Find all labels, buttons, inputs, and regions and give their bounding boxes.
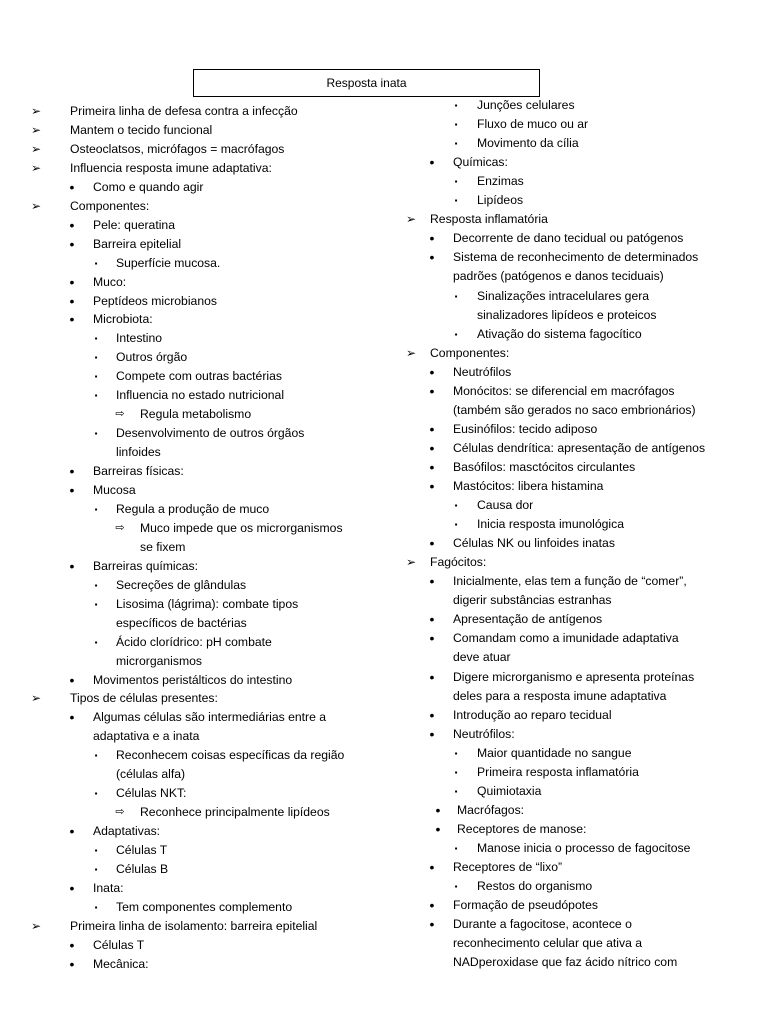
dot-bullet-icon: • [429, 725, 435, 742]
dot-bullet-icon: • [429, 478, 435, 494]
dot-bullet-icon: • [69, 482, 75, 498]
list-item: Receptores de “lixo” [453, 860, 563, 874]
list-item: deve atuar [453, 650, 511, 665]
hollow-arrow-bullet-icon: ⇨ [115, 806, 125, 819]
arrow-bullet-icon: ➢ [405, 555, 417, 570]
dot-bullet-icon: • [69, 178, 75, 195]
list-item: padrões (patógenos e danos teciduais) [453, 269, 664, 284]
dot-bullet-icon: • [429, 249, 435, 266]
list-item: Primeira linha de isolamento: barreira epitelial [70, 918, 318, 933]
list-item: Decorrente de dano tecidual ou patógenos [453, 231, 684, 246]
list-item: Durante a fagocitose, acontece o [453, 917, 632, 932]
square-bullet-icon: ▪ [94, 902, 98, 912]
square-bullet-icon: ▪ [454, 291, 458, 301]
list-item: Resposta inflamatória [430, 212, 548, 227]
dot-bullet-icon: • [429, 382, 435, 399]
arrow-bullet-icon: ➢ [30, 918, 42, 933]
square-bullet-icon: ▪ [94, 372, 98, 382]
square-bullet-icon: ▪ [454, 786, 458, 796]
list-item: Barreira epitelial [93, 236, 182, 251]
square-bullet-icon: ▪ [454, 767, 458, 777]
square-bullet-icon: ▪ [454, 501, 458, 511]
square-bullet-icon: ▪ [454, 882, 458, 892]
arrow-bullet-icon: ➢ [30, 122, 42, 137]
square-bullet-icon: ▪ [454, 843, 458, 853]
square-bullet-icon: ▪ [454, 139, 458, 149]
dot-bullet-icon: • [69, 273, 75, 290]
list-item: Junções celulares [477, 98, 575, 112]
list-item: Inata: [93, 880, 124, 895]
dot-bullet-icon: • [429, 611, 435, 628]
list-item: Secreções de glândulas [116, 577, 247, 592]
arrow-bullet-icon: ➢ [405, 345, 417, 360]
list-item: Sinalizações intracelulares gera [477, 288, 650, 303]
list-item: Mucosa [93, 483, 136, 497]
hollow-arrow-bullet-icon: ⇨ [115, 408, 125, 421]
list-item: Superfície mucosa. [116, 255, 221, 270]
list-item: Digere microrganismo e apresenta proteínas [453, 669, 695, 684]
list-item: Tipos de células presentes: [70, 691, 218, 706]
list-item: digerir substâncias estranhas [453, 593, 612, 608]
square-bullet-icon: ▪ [94, 637, 98, 647]
dot-bullet-icon: • [69, 879, 75, 896]
dot-bullet-icon: • [69, 557, 75, 574]
list-item: Compete com outras bactérias [116, 369, 282, 384]
square-bullet-icon: ▪ [94, 504, 98, 514]
square-bullet-icon: ▪ [94, 846, 98, 856]
list-item: Primeira linha de defesa contra a infecção [70, 104, 298, 118]
list-item: Influencia no estado nutricional [116, 388, 285, 403]
list-item: Ácido clorídrico: pH combate [116, 634, 272, 649]
square-bullet-icon: ▪ [94, 865, 98, 874]
list-item: (também são gerados no saco embrionários) [453, 402, 696, 417]
list-item: Influencia resposta imune adaptativa: [70, 160, 272, 175]
dot-bullet-icon: • [69, 709, 75, 726]
list-item: Lisosima (lágrima): combate tipos [116, 596, 299, 611]
list-item: Peptídeos microbianos [93, 293, 217, 308]
list-item: Células T [116, 843, 168, 858]
list-item: Adaptativas: [93, 824, 161, 839]
list-item: Microbiota: [93, 312, 153, 327]
list-item: Receptores de manose: [457, 821, 587, 836]
list-item: Como e quando agir [93, 179, 204, 194]
list-item: reconhecimento celular que ativa a [453, 936, 643, 951]
dot-bullet-icon: • [69, 955, 75, 972]
square-bullet-icon: ▪ [94, 353, 98, 363]
list-item: Células T [93, 937, 145, 952]
square-bullet-icon: ▪ [94, 391, 98, 401]
list-item: Sistema de reconhecimento de determinados [453, 250, 699, 265]
arrow-bullet-icon: ➢ [30, 691, 42, 706]
square-bullet-icon: ▪ [94, 580, 98, 590]
list-item: Reconhece principalmente lipídeos [140, 805, 330, 820]
dot-bullet-icon: • [69, 311, 75, 328]
list-item: Enzimas [477, 174, 524, 189]
dot-bullet-icon: • [429, 897, 435, 914]
square-bullet-icon: ▪ [94, 429, 98, 439]
list-item: Inicia resposta imunológica [477, 517, 625, 532]
list-item: Neutrófilos [453, 364, 512, 379]
dot-bullet-icon: • [69, 292, 75, 309]
list-item: Quimiotaxia [477, 783, 542, 798]
list-item: Algumas células são intermediárias entre a [93, 710, 327, 725]
list-item: sinalizadores lipídeos e proteicos [477, 307, 657, 322]
list-item: Barreiras químicas: [93, 558, 198, 573]
list-item: Restos do organismo [477, 879, 593, 894]
list-item: Mecânica: [93, 956, 149, 971]
list-item: Formação de pseudópotes [453, 898, 598, 913]
list-item: Fluxo de muco ou ar [477, 117, 589, 132]
list-item: Basófilos: masctócitos circulantes [453, 459, 636, 474]
hollow-arrow-bullet-icon: ⇨ [115, 521, 125, 534]
list-item: se fixem [140, 539, 186, 554]
list-item: adaptativa e a inata [93, 729, 200, 744]
arrow-bullet-icon: ➢ [30, 141, 42, 156]
list-item: Componentes: [70, 198, 150, 213]
list-item: Macrófagos: [457, 802, 525, 817]
square-bullet-icon: ▪ [454, 329, 458, 339]
list-item: Introdução ao reparo tecidual [453, 707, 612, 722]
square-bullet-icon: ▪ [94, 599, 98, 609]
square-bullet-icon: ▪ [454, 748, 458, 758]
list-item: Outros órgão [116, 350, 188, 365]
list-item: Intestino [116, 331, 163, 346]
list-item: Inicialmente, elas tem a função de “comer”, [453, 574, 687, 589]
list-item: Lipídeos [477, 193, 524, 208]
arrow-bullet-icon: ➢ [30, 104, 42, 118]
list-item: Manose inicia o processo de fagocitose [477, 840, 691, 855]
arrow-bullet-icon: ➢ [30, 160, 42, 175]
list-item: Movimentos peristálticos do intestino [93, 672, 293, 687]
list-item: Movimento da cília [477, 136, 579, 151]
square-bullet-icon: ▪ [454, 196, 458, 206]
arrow-bullet-icon: ➢ [30, 198, 42, 213]
list-item: Maior quantidade no sangue [477, 745, 632, 760]
list-item: linfoides [116, 445, 161, 460]
square-bullet-icon: ▪ [454, 520, 458, 530]
list-item: Causa dor [477, 498, 534, 513]
list-item: Desenvolvimento de outros órgãos [116, 426, 305, 441]
square-bullet-icon: ▪ [454, 177, 458, 187]
dot-bullet-icon: • [69, 823, 75, 840]
dot-bullet-icon: • [429, 154, 435, 171]
square-bullet-icon: ▪ [94, 258, 98, 268]
square-bullet-icon: ▪ [454, 101, 458, 110]
list-item: Barreiras físicas: [93, 464, 184, 479]
list-item: Tem componentes complemento [116, 899, 293, 914]
dot-bullet-icon: • [429, 420, 435, 437]
dot-bullet-icon: • [69, 463, 75, 480]
list-item: Regula a produção de muco [116, 501, 270, 516]
list-item: Pele: queratina [93, 217, 175, 232]
dot-bullet-icon: • [69, 936, 75, 953]
arrow-bullet-icon: ➢ [405, 212, 417, 227]
page-title-text: Resposta inata [326, 76, 407, 90]
dot-bullet-icon: • [429, 706, 435, 723]
dot-bullet-icon: • [69, 216, 75, 233]
list-item: (células alfa) [116, 767, 186, 782]
list-item: Monócitos: se diferencial em macrófagos [453, 383, 675, 398]
list-item: Células B [116, 862, 169, 876]
list-item: Ativação do sistema fagocítico [477, 326, 642, 341]
dot-bullet-icon: • [435, 820, 441, 837]
dot-bullet-icon: • [429, 363, 435, 380]
list-item: Muco impede que os microrganismos [140, 520, 343, 535]
list-item: Células NKT: [116, 786, 187, 801]
list-item: Comandam como a imunidade adaptativa [453, 631, 679, 646]
list-item: Mastócitos: libera histamina [453, 479, 604, 493]
list-item: Componentes: [430, 345, 510, 360]
dot-bullet-icon: • [429, 859, 435, 875]
list-item: Células dendrítica: apresentação de antígenos [453, 440, 706, 455]
list-item: deles para a resposta imune adaptativa [453, 688, 667, 703]
square-bullet-icon: ▪ [94, 789, 98, 799]
square-bullet-icon: ▪ [94, 751, 98, 761]
list-item: específicos de bactérias [116, 615, 247, 630]
list-item: Apresentação de antígenos [453, 612, 603, 627]
dot-bullet-icon: • [429, 458, 435, 475]
list-item: NADperoxidase que faz ácido nítrico com [453, 955, 678, 970]
dot-bullet-icon: • [429, 230, 435, 247]
list-item: Químicas: [453, 155, 508, 170]
list-item: Mantem o tecido funcional [70, 122, 213, 137]
dot-bullet-icon: • [435, 801, 441, 818]
dot-bullet-icon: • [429, 668, 435, 685]
list-item: Primeira resposta inflamatória [477, 764, 639, 779]
dot-bullet-icon: • [429, 439, 435, 456]
list-item: Fagócitos: [430, 555, 487, 570]
dot-bullet-icon: • [429, 535, 435, 552]
square-bullet-icon: ▪ [94, 334, 98, 344]
dot-bullet-icon: • [429, 916, 435, 933]
dot-bullet-icon: • [69, 671, 75, 688]
list-item: Eusinófilos: tecido adiposo [453, 421, 598, 436]
list-item: Reconhecem coisas específicas da região [116, 748, 345, 763]
list-item: microrganismos [116, 653, 203, 668]
dot-bullet-icon: • [429, 573, 435, 590]
dot-bullet-icon: • [429, 630, 435, 647]
list-item: Regula metabolismo [140, 407, 252, 422]
list-item: Osteoclatsos, micrófagos = macrófagos [70, 141, 285, 156]
dot-bullet-icon: • [69, 235, 75, 252]
list-item: Muco: [93, 274, 127, 289]
square-bullet-icon: ▪ [454, 120, 458, 130]
list-item: Neutrófilos: [453, 726, 515, 741]
list-item: Células NK ou linfoides inatas [453, 536, 615, 551]
